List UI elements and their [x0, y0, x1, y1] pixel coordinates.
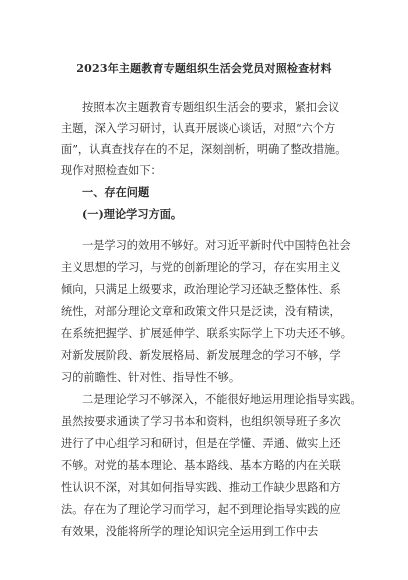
- paragraph-line: 进行了中心组学习和研讨，但是在学懂、弄通、做实上还: [61, 437, 341, 450]
- document-title: 2023年主题教育专题组织生活会党员对照检查材料: [76, 62, 332, 75]
- paragraph-line: 性认识不深，对其如何指导实践、推动工作缺少思路和方: [61, 481, 341, 494]
- paragraph-line: 虽然按要求通读了学习书本和资料，也组织领导班子多次: [61, 415, 341, 428]
- intro-line: 面”，认真查找存在的不足，深刻剖析，明确了整改措施。: [61, 143, 347, 156]
- intro-line: 现作对照检查如下：: [61, 164, 162, 177]
- paragraph-line: 有效果，没能将所学的理论知识完全运用到工作中去: [61, 525, 319, 538]
- paragraph-line: 统性，对部分理论文章和政策文件只是泛读，没有精读，: [61, 305, 341, 318]
- paragraph-line: 二是理论学习不够深入，不能很好地运用理论指导实践。: [82, 393, 362, 406]
- paragraph-line: 在系统把握学、扩展延伸学、联系实际学上下功夫还不够。: [61, 327, 352, 340]
- intro-line: 按照本次主题教育专题组织生活会的要求，紧扣会议: [82, 101, 340, 114]
- paragraph-line: 一是学习的效用不够好。对习近平新时代中国特色社会: [82, 239, 351, 252]
- paragraph-line: 法。存在为了理论学习而学习，起不到理论指导实践的应: [61, 503, 341, 516]
- subsection-heading: (一)理论学习方面。: [82, 207, 183, 221]
- paragraph-line: 对新发展阶段、新发展格局、新发展理念的学习不够，学: [61, 349, 341, 362]
- paragraph-line: 主义思想的学习，与党的创新理论的学习，存在实用主义: [61, 261, 341, 274]
- paragraph-line: 习的前瞻性、针对性、指导性不够。: [61, 371, 241, 384]
- paragraph-line: 倾向，只满足上级要求，政治理论学习还缺乏整体性、系: [61, 283, 341, 296]
- intro-line: 主题，深入学习研讨，认真开展谈心谈话，对照“六个方: [61, 122, 336, 135]
- paragraph-line: 不够。对党的基本理论、基本路线、基本方略的内在关联: [61, 459, 341, 472]
- section-heading: 一、存在问题: [82, 185, 150, 199]
